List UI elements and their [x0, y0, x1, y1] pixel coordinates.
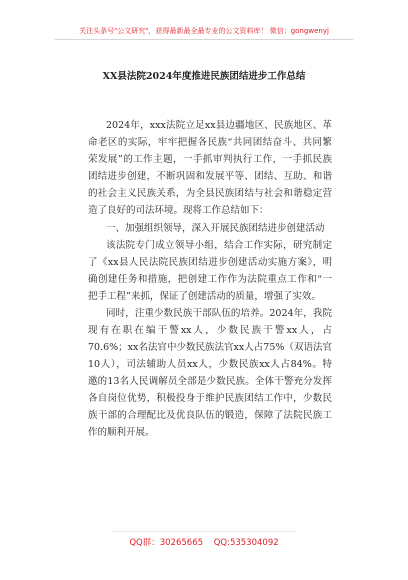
text-line: 该法院专门成立领导小组，结合工作实际，研究制定: [106, 240, 332, 251]
text-line: 10人），司法辅助人员xx人，少数民族xx人占84%。特: [88, 359, 332, 370]
text-line: 族干部的合理配比及优良队伍的锻造，保障了法院民族工: [88, 410, 332, 421]
text-line: 荣发展”的工作主题，一手抓审判执行工作，一手抓民族: [88, 154, 332, 165]
header-banner: 关注头条号"公文研究"，获得最新最全最专业的公文资料库！ 微信：gongwenyj: [79, 27, 329, 35]
text-line: 把手工程”来抓，保证了创建活动的质量，增强了实效。: [88, 291, 321, 302]
text-line: 现有在职在编干警xx人，少数民族干警xx人，占: [88, 325, 332, 336]
text-line: 团结进步创建，不断巩固和发展平等、团结、互助、和谐: [88, 171, 332, 182]
text-line: 作的顺利开展。: [88, 427, 155, 438]
text-line: 造了良好的司法环境。现将工作总结如下：: [88, 205, 269, 216]
section-heading: 一、加强组织领导，深入开展民族团结进步创建活动: [106, 223, 325, 234]
text-line: 同时，注重少数民族干部队伍的培养。2024年，我院: [106, 308, 332, 319]
text-line: 的社会主义民族关系，为全县民族团结与社会和谐稳定营: [88, 188, 332, 199]
text-line: 命老区的实际，牢牢把握各民族“共同团结奋斗、共同繁: [88, 137, 332, 148]
footer-qq-group: QQ群：30265665: [129, 538, 204, 548]
text-line: 邀的13名人民调解员全部是少数民族。全体干警充分发挥: [88, 376, 332, 387]
text-line: 各自岗位优势，积极投身于维护民族团结工作中，少数民: [88, 393, 332, 404]
footer-qq-number: QQ:535304092: [213, 538, 279, 548]
footer-divider: [112, 531, 296, 532]
text-line: 70.6%；xx名法官中少数民族法官xx人占75%（双语法官: [88, 342, 332, 353]
document-title: XX县法院2024年度推进民族团结进步工作总结: [102, 71, 306, 82]
header-divider: [55, 39, 353, 40]
footer-contact: [0, 536, 408, 548]
document-body: [88, 117, 332, 441]
text-line: 了《xx县人民法院民族团结进步创建活动实施方案》，明: [88, 257, 332, 268]
text-line: 2024年，xxx法院立足xx县边疆地区、民族地区、革: [106, 120, 332, 131]
text-line: 确创建任务和措施，把创建工作作为法院重点工作和“一: [88, 274, 332, 285]
